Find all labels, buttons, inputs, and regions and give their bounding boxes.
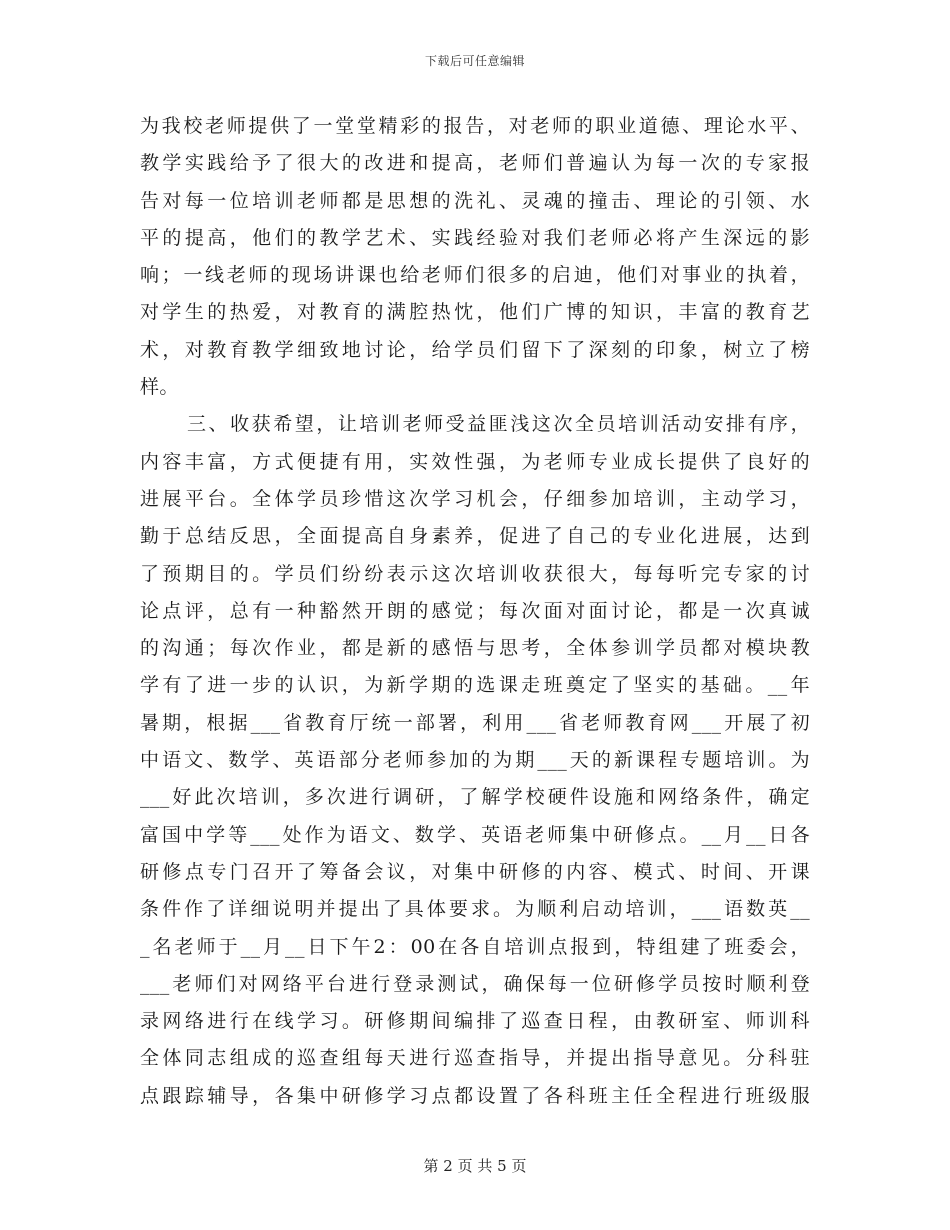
page-number: 第 2 页 共 5 页 (423, 1157, 527, 1175)
text-line: 富国中学等___处作为语文、数学、英语老师集中研修点。__月__日各 (140, 823, 810, 846)
text-line: 点跟踪辅导，各集中研修学习点都设置了各科班主任全程进行班级服 (140, 1084, 810, 1107)
text-line: 告对每一位培训老师都是思想的洗礼、灵魂的撞击、理论的引领、水 (140, 189, 810, 212)
text-line: 全体同志组成的巡查组每天进行巡查指导，并提出指导意见。分科驻 (140, 1047, 810, 1070)
text-line: ___好此次培训，多次进行调研，了解学校硬件设施和网络条件，确定 (140, 786, 810, 809)
text-line: 暑期，根据___省教育厅统一部署，利用___省老师教育网___开展了初 (140, 711, 810, 734)
text-line: 三、收获希望，让培训老师受益匪浅这次全员培训活动安排有序， (187, 413, 810, 436)
text-line: _名老师于__月__日下午2：00在各自培训点报到，特组建了班委会， (140, 935, 810, 958)
text-line: 教学实践给予了很大的改进和提高，老师们普遍认为每一次的专家报 (140, 152, 810, 175)
text-line: 条件作了详细说明并提出了具体要求。为顺利启动培训，___语数英__ (140, 898, 810, 921)
text-line: 论点评，总有一种豁然开朗的感觉；每次面对面讨论，都是一次真诚 (140, 599, 810, 622)
text-line: 了预期目的。学员们纷纷表示这次培训收获很大，每每听完专家的讨 (140, 562, 810, 585)
document-body (140, 108, 810, 1115)
text-line: 中语文、数学、英语部分老师参加的为期___天的新课程专题培训。为 (140, 749, 810, 772)
text-line: 响；一线老师的现场讲课也给老师们很多的启迪，他们对事业的执着， (140, 264, 810, 287)
text-line: 为我校老师提供了一堂堂精彩的报告，对老师的职业道德、理论水平、 (140, 115, 810, 137)
text-line: 录网络进行在线学习。研修期间编排了巡查日程，由教研室、师训科 (140, 1010, 810, 1033)
text-line: 样。 (140, 376, 179, 399)
text-line: 学有了进一步的认识，为新学期的选课走班奠定了坚实的基础。__年 (140, 674, 810, 697)
text-line: 研修点专门召开了筹备会议，对集中研修的内容、模式、时间、开课 (140, 860, 810, 883)
text-line: ___老师们对网络平台进行登录测试，确保每一位研修学员按时顺利登 (140, 972, 810, 995)
text-line: 勤于总结反思，全面提高自身素养，促进了自己的专业化进展，达到 (140, 525, 810, 548)
paragraph-2 (140, 406, 810, 1115)
text-line: 术，对教育教学细致地讨论，给学员们留下了深刻的印象，树立了榜 (140, 338, 810, 361)
text-line: 的沟通；每次作业，都是新的感悟与思考，全体参训学员都对模块教 (140, 637, 810, 660)
text-line: 进展平台。全体学员珍惜这次学习机会，仔细参加培训，主动学习， (140, 487, 810, 510)
text-line: 内容丰富，方式便捷有用，实效性强，为老师专业成长提供了良好的 (140, 450, 810, 473)
paragraph-1 (140, 108, 810, 406)
text-line: 对学生的热爱，对教育的满腔热忱，他们广博的知识，丰富的教育艺 (140, 301, 810, 324)
page-header: 下载后可任意编辑 (424, 54, 525, 68)
text-line: 平的提高，他们的教学艺术、实践经验对我们老师必将产生深远的影 (140, 226, 810, 249)
